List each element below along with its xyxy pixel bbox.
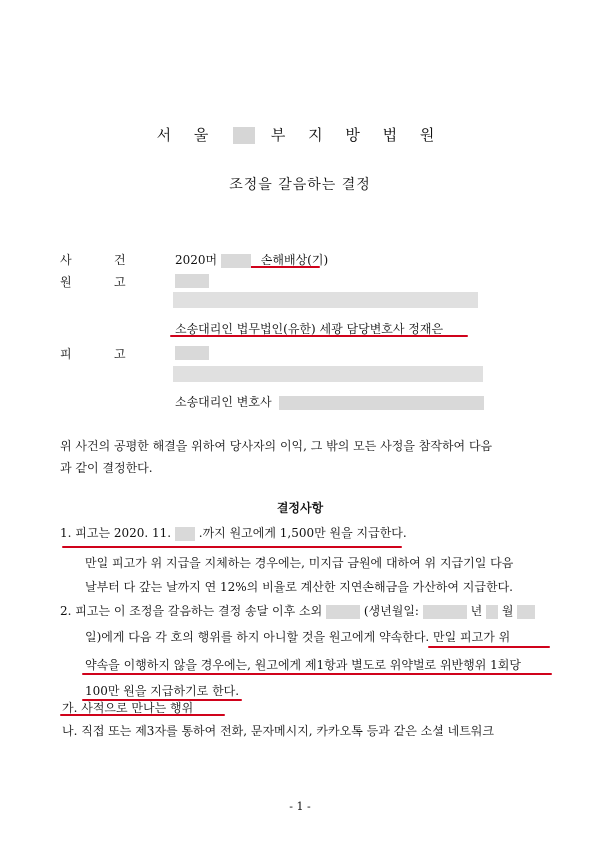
item-2-line-4: 100만 원을 지급하기로 한다. <box>85 684 240 698</box>
court-name <box>0 124 600 145</box>
defendant-counsel <box>175 393 484 410</box>
redaction-block <box>423 605 467 619</box>
redaction-block <box>486 605 498 619</box>
plaintiff-name <box>175 273 209 288</box>
defendant-label-a: 피 <box>60 347 72 361</box>
item-2-line-2: 일)에게 다음 각 호의 행위를 하지 아니할 것을 원고에게 약속한다. 만일 피고가 위 <box>85 630 511 644</box>
item-1-line-1 <box>60 522 407 544</box>
section-title: 결정사항 <box>276 501 324 515</box>
subitem-na: 나. 직접 또는 제3자를 통하여 전화, 문자메시지, 카카오톡 등과 같은 소셜 네트워크 <box>62 724 494 738</box>
plaintiff-label-a: 원 <box>60 275 72 289</box>
document-title: 조정을 갈음하는 결정 <box>229 177 371 193</box>
item-1-text-b: .까지 원고에게 1,500만 원을 지급한다. <box>198 526 407 540</box>
item-2-text-b: (생년월일: <box>363 604 419 618</box>
item-1-line-2: 만일 피고가 위 지급을 지체하는 경우에는, 미지급 금원에 대하여 위 지급기일 다음 <box>85 556 514 570</box>
defendant-name <box>175 345 209 360</box>
underline-mark <box>62 546 402 548</box>
redaction-block <box>175 527 195 541</box>
item-1-line-3: 날부터 다 갚는 날까지 연 12%의 비율로 계산한 지연손해금을 가산하여 지급한다. <box>85 580 513 594</box>
redaction-block <box>326 605 360 619</box>
redaction-block <box>279 396 484 410</box>
redacted-address <box>173 366 483 382</box>
case-label-b: 건 <box>114 253 126 267</box>
case-number-text: 2020머 <box>175 253 218 267</box>
page-number: - 1 - <box>289 800 311 813</box>
defendant-label-b: 고 <box>114 347 126 361</box>
item-1-text-a: 1. 피고는 2020. 11. <box>60 526 172 540</box>
redaction-block <box>175 346 209 360</box>
court-name-right: 부 지 방 법 원 <box>270 126 444 144</box>
court-name-left: 서 울 <box>156 126 218 144</box>
redacted-address <box>173 292 478 308</box>
case-label-a: 사 <box>60 253 72 267</box>
subitem-ga: 가. 사적으로 만나는 행위 <box>62 701 194 715</box>
redaction-block <box>221 254 251 268</box>
item-2-text-c: 년 <box>470 604 483 618</box>
item-2-text-a: 2. 피고는 이 조정을 갈음하는 결정 송달 이후 소외 <box>60 604 323 618</box>
redaction-block <box>233 127 255 144</box>
case-number <box>175 251 328 268</box>
defendant-counsel-text: 소송대리인 변호사 <box>175 395 272 409</box>
plaintiff-counsel: 소송대리인 법무법인(유한) 세광 담당변호사 정재은 <box>175 322 444 336</box>
item-2-text-d: 월 <box>501 604 514 618</box>
intro-line-1: 위 사건의 공평한 해결을 위하여 당사자의 이익, 그 밖의 모든 사정을 참작하여 다음 <box>60 439 493 453</box>
redaction-block <box>175 274 209 288</box>
plaintiff-label-b: 고 <box>114 275 126 289</box>
item-2-line-1 <box>60 600 535 622</box>
redaction-block <box>517 605 535 619</box>
intro-line-2: 과 같이 결정한다. <box>60 461 153 475</box>
item-2-line-3: 약속을 이행하지 않을 경우에는, 원고에게 제1항과 별도로 위약벌로 위반행위 1회당 <box>85 658 521 672</box>
case-name: 손해배상(기) <box>260 253 329 267</box>
